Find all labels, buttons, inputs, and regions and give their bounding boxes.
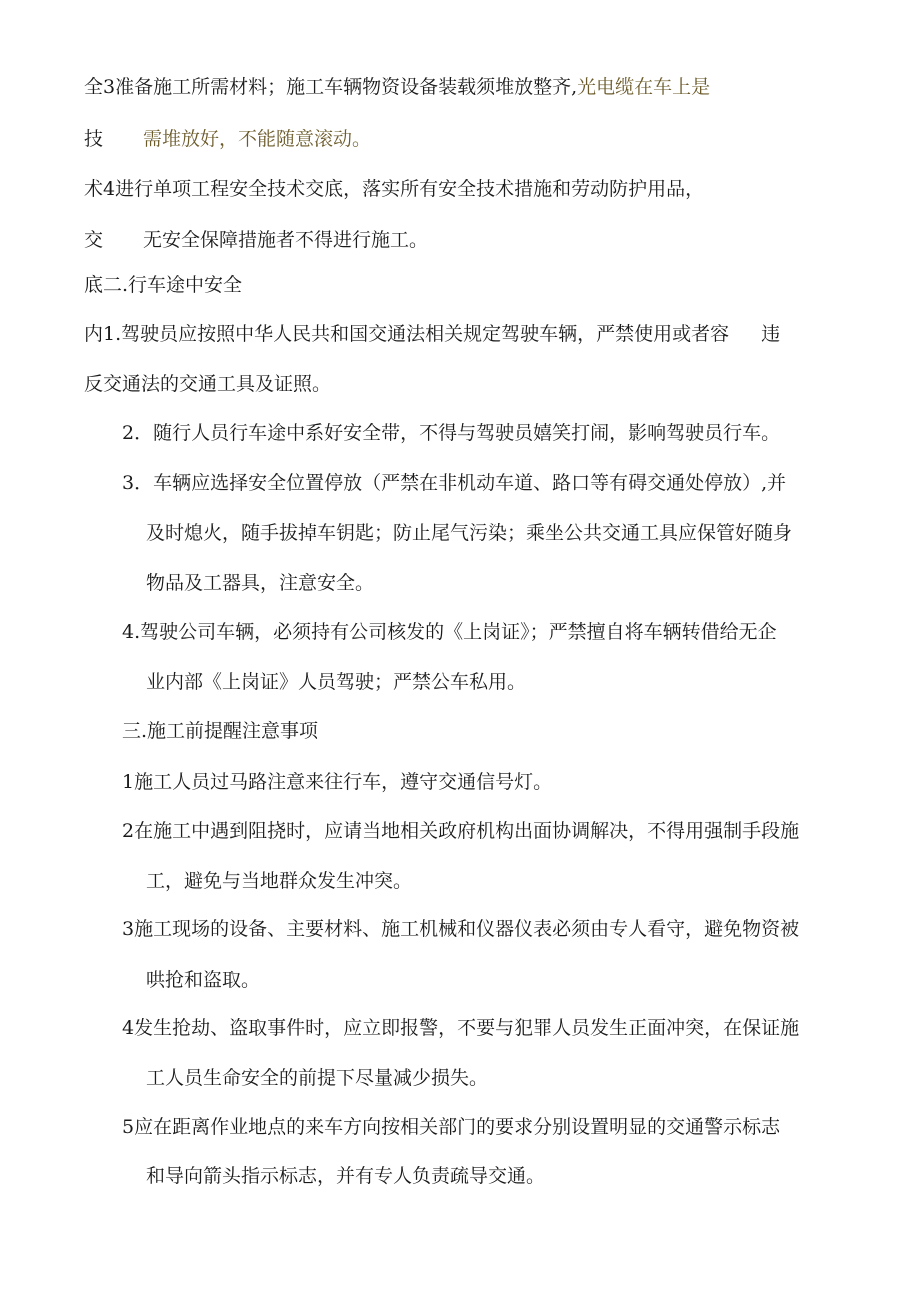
section3-item2-line2: 工，避免与当地群众发生冲突。 — [146, 870, 413, 892]
section3-heading: 三.施工前提醒注意事项 — [122, 720, 319, 742]
section2-heading — [84, 276, 242, 295]
section3-item3-line2: 哄抢和盗取。 — [146, 969, 261, 991]
block1-line4 — [84, 231, 428, 250]
side-label-ji: 技 — [84, 128, 104, 150]
section2-item1-line1 — [84, 325, 780, 344]
section3-item4-line1: 4发生抢劫、盗取事件时，应立即报警，不要与犯罪人员发生正面冲突，在保证施 — [122, 1017, 800, 1039]
side-label-quan: 全 — [84, 76, 104, 98]
section2-item3-line2: 及时熄火，随手拔掉车钥匙；防止尾气污染；乘坐公共交通工具应保管好随身 — [146, 522, 793, 544]
section2-item1-text: 1.驾驶员应按照中华人民共和国交通法相关规定驾驶车辆，严禁使用或者容 — [103, 323, 730, 345]
section2-item1-tail: 违 — [761, 323, 781, 345]
section2-item3-line3: 物品及工器具，注意安全。 — [146, 572, 375, 594]
block1-line1 — [84, 78, 710, 97]
section2-item4-line2: 业内部《上岗证》人员驾驶；严禁公车私用。 — [146, 671, 527, 693]
block1-line2 — [84, 130, 371, 149]
section2-item2: 2．随行人员行车途中系好安全带，不得与驾驶员嬉笑打闹，影响驾驶员行车。 — [122, 422, 781, 444]
side-label-nei: 内 — [84, 323, 104, 345]
block1-line3-text: 4进行单项工程安全技术交底，落实所有安全技术措施和劳动防护用品， — [103, 178, 705, 200]
section3-item1: 1施工人员过马路注意来往行车，遵守交通信号灯。 — [122, 771, 553, 793]
block1-line1-text: 3准备施工所需材料；施工车辆物资设备装载须堆放整齐, — [103, 76, 578, 98]
block1-line1-tail: 光电缆在车上是 — [577, 76, 711, 98]
section3-item5-line1: 5应在距离作业地点的来车方向按相关部门的要求分别设置明显的交通警示标志 — [122, 1116, 781, 1138]
block1-line3 — [84, 180, 704, 199]
side-label-shu: 术 — [84, 178, 104, 200]
section3-item3-line1: 3施工现场的设备、主要材料、施工机械和仪器仪表必须由专人看守，避免物资被 — [122, 918, 800, 940]
side-label-di: 底 — [84, 274, 104, 296]
block1-line2-text: 需堆放好，不能随意滚动。 — [143, 128, 372, 150]
section2-heading-text: 二.行车途中安全 — [103, 274, 243, 296]
section3-item4-line2: 工人员生命安全的前提下尽量减少损失。 — [146, 1067, 489, 1089]
section3-item5-line2: 和导向箭头指示标志，并有专人负责疏导交通。 — [146, 1165, 546, 1187]
section2-item4-line1: 4.驾驶公司车辆，必须持有公司核发的《上岗证》；严禁擅自将车辆转借给无企 — [122, 621, 777, 643]
section3-item2-line1: 2在施工中遇到阻挠时，应请当地相关政府机构出面协调解决，不得用强制手段施 — [122, 820, 800, 842]
section2-item3-line1: 3．车辆应选择安全位置停放（严禁在非机动车道、路口等有碍交通处停放）,并 — [122, 472, 787, 494]
block1-line4-text: 无安全保障措施者不得进行施工。 — [143, 229, 429, 251]
section2-item1-line2: 反交通法的交通工具及证照。 — [84, 373, 332, 395]
side-label-jiao: 交 — [84, 229, 104, 251]
